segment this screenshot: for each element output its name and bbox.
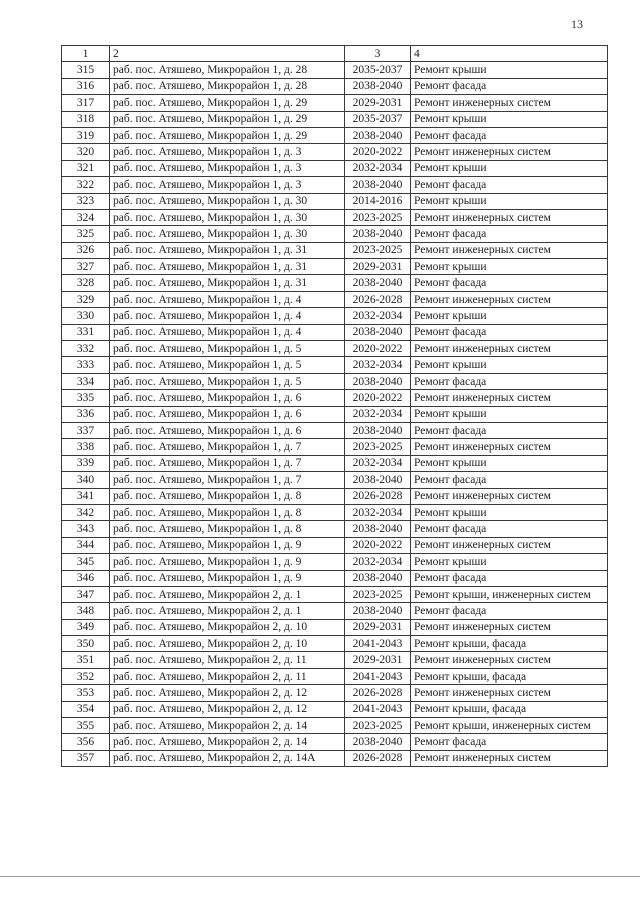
work-type-cell: Ремонт крыши bbox=[411, 259, 608, 275]
address-cell: раб. пос. Атяшево, Микрорайон 1, д. 31 bbox=[110, 275, 345, 291]
address-cell: раб. пос. Атяшево, Микрорайон 1, д. 4 bbox=[110, 308, 345, 324]
address-cell: раб. пос. Атяшево, Микрорайон 1, д. 31 bbox=[110, 242, 345, 258]
work-type-cell: Ремонт крыши bbox=[411, 62, 608, 78]
page-number: 13 bbox=[571, 17, 583, 31]
work-type-cell: Ремонт фасада bbox=[411, 603, 608, 619]
row-number: 341 bbox=[62, 488, 110, 504]
header-col-2: 2 bbox=[110, 46, 345, 62]
table-row bbox=[62, 242, 608, 258]
period-cell: 2026-2028 bbox=[345, 750, 411, 766]
period-cell: 2029-2031 bbox=[345, 652, 411, 668]
table-row bbox=[62, 472, 608, 488]
work-type-cell: Ремонт фасада bbox=[411, 78, 608, 94]
period-cell: 2020-2022 bbox=[345, 341, 411, 357]
address-cell: раб. пос. Атяшево, Микрорайон 1, д. 28 bbox=[110, 78, 345, 94]
work-type-cell: Ремонт инженерных систем bbox=[411, 488, 608, 504]
work-type-cell: Ремонт фасада bbox=[411, 324, 608, 340]
address-cell: раб. пос. Атяшево, Микрорайон 1, д. 28 bbox=[110, 62, 345, 78]
work-type-cell: Ремонт фасада bbox=[411, 734, 608, 750]
address-cell: раб. пос. Атяшево, Микрорайон 1, д. 3 bbox=[110, 144, 345, 160]
address-cell: раб. пос. Атяшево, Микрорайон 1, д. 7 bbox=[110, 439, 345, 455]
address-cell: раб. пос. Атяшево, Микрорайон 2, д. 11 bbox=[110, 652, 345, 668]
address-cell: раб. пос. Атяшево, Микрорайон 1, д. 8 bbox=[110, 521, 345, 537]
address-cell: раб. пос. Атяшево, Микрорайон 1, д. 3 bbox=[110, 160, 345, 176]
period-cell: 2038-2040 bbox=[345, 275, 411, 291]
period-cell: 2041-2043 bbox=[345, 701, 411, 717]
period-cell: 2023-2025 bbox=[345, 209, 411, 225]
row-number: 339 bbox=[62, 455, 110, 471]
row-number: 345 bbox=[62, 554, 110, 570]
table-row bbox=[62, 324, 608, 340]
table-header-row bbox=[62, 46, 608, 62]
period-cell: 2038-2040 bbox=[345, 226, 411, 242]
row-number: 349 bbox=[62, 619, 110, 635]
address-cell: раб. пос. Атяшево, Микрорайон 1, д. 8 bbox=[110, 488, 345, 504]
work-type-cell: Ремонт крыши bbox=[411, 406, 608, 422]
period-cell: 2032-2034 bbox=[345, 455, 411, 471]
row-number: 353 bbox=[62, 685, 110, 701]
address-cell: раб. пос. Атяшево, Микрорайон 1, д. 6 bbox=[110, 406, 345, 422]
repair-schedule-table bbox=[61, 45, 608, 767]
period-cell: 2026-2028 bbox=[345, 685, 411, 701]
row-number: 318 bbox=[62, 111, 110, 127]
row-number: 328 bbox=[62, 275, 110, 291]
row-number: 350 bbox=[62, 636, 110, 652]
table-row bbox=[62, 701, 608, 717]
work-type-cell: Ремонт фасада bbox=[411, 521, 608, 537]
table-row bbox=[62, 308, 608, 324]
table-body bbox=[62, 62, 608, 767]
table-row bbox=[62, 177, 608, 193]
table-row bbox=[62, 259, 608, 275]
table-row bbox=[62, 652, 608, 668]
address-cell: раб. пос. Атяшево, Микрорайон 1, д. 29 bbox=[110, 95, 345, 111]
table-row bbox=[62, 373, 608, 389]
table-row bbox=[62, 439, 608, 455]
address-cell: раб. пос. Атяшево, Микрорайон 1, д. 8 bbox=[110, 504, 345, 520]
work-type-cell: Ремонт инженерных систем bbox=[411, 750, 608, 766]
table-row bbox=[62, 160, 608, 176]
work-type-cell: Ремонт инженерных систем bbox=[411, 242, 608, 258]
table-row bbox=[62, 144, 608, 160]
work-type-cell: Ремонт крыши bbox=[411, 455, 608, 471]
work-type-cell: Ремонт крыши bbox=[411, 554, 608, 570]
period-cell: 2038-2040 bbox=[345, 373, 411, 389]
row-number: 332 bbox=[62, 341, 110, 357]
work-type-cell: Ремонт фасада bbox=[411, 570, 608, 586]
work-type-cell: Ремонт инженерных систем bbox=[411, 652, 608, 668]
work-type-cell: Ремонт фасада bbox=[411, 275, 608, 291]
row-number: 317 bbox=[62, 95, 110, 111]
period-cell: 2023-2025 bbox=[345, 439, 411, 455]
address-cell: раб. пос. Атяшево, Микрорайон 1, д. 30 bbox=[110, 226, 345, 242]
address-cell: раб. пос. Атяшево, Микрорайон 1, д. 30 bbox=[110, 193, 345, 209]
address-cell: раб. пос. Атяшево, Микрорайон 2, д. 14 bbox=[110, 718, 345, 734]
address-cell: раб. пос. Атяшево, Микрорайон 1, д. 30 bbox=[110, 209, 345, 225]
row-number: 319 bbox=[62, 127, 110, 143]
work-type-cell: Ремонт фасада bbox=[411, 127, 608, 143]
table-row bbox=[62, 521, 608, 537]
table-row bbox=[62, 570, 608, 586]
period-cell: 2032-2034 bbox=[345, 160, 411, 176]
address-cell: раб. пос. Атяшево, Микрорайон 2, д. 10 bbox=[110, 619, 345, 635]
table-row bbox=[62, 718, 608, 734]
row-number: 323 bbox=[62, 193, 110, 209]
row-number: 330 bbox=[62, 308, 110, 324]
table-row bbox=[62, 226, 608, 242]
table-row bbox=[62, 750, 608, 766]
address-cell: раб. пос. Атяшево, Микрорайон 1, д. 6 bbox=[110, 390, 345, 406]
table-row bbox=[62, 291, 608, 307]
row-number: 333 bbox=[62, 357, 110, 373]
address-cell: раб. пос. Атяшево, Микрорайон 1, д. 6 bbox=[110, 422, 345, 438]
row-number: 348 bbox=[62, 603, 110, 619]
row-number: 343 bbox=[62, 521, 110, 537]
period-cell: 2020-2022 bbox=[345, 537, 411, 553]
header-col-1: 1 bbox=[62, 46, 110, 62]
table-row bbox=[62, 127, 608, 143]
work-type-cell: Ремонт инженерных систем bbox=[411, 619, 608, 635]
row-number: 331 bbox=[62, 324, 110, 340]
work-type-cell: Ремонт инженерных систем bbox=[411, 537, 608, 553]
address-cell: раб. пос. Атяшево, Микрорайон 1, д. 29 bbox=[110, 111, 345, 127]
address-cell: раб. пос. Атяшево, Микрорайон 1, д. 5 bbox=[110, 373, 345, 389]
work-type-cell: Ремонт крыши bbox=[411, 357, 608, 373]
address-cell: раб. пос. Атяшево, Микрорайон 1, д. 9 bbox=[110, 554, 345, 570]
work-type-cell: Ремонт фасада bbox=[411, 226, 608, 242]
period-cell: 2032-2034 bbox=[345, 406, 411, 422]
row-number: 316 bbox=[62, 78, 110, 94]
table-row bbox=[62, 685, 608, 701]
address-cell: раб. пос. Атяшево, Микрорайон 2, д. 1 bbox=[110, 603, 345, 619]
row-number: 327 bbox=[62, 259, 110, 275]
row-number: 315 bbox=[62, 62, 110, 78]
period-cell: 2023-2025 bbox=[345, 586, 411, 602]
period-cell: 2026-2028 bbox=[345, 291, 411, 307]
period-cell: 2029-2031 bbox=[345, 95, 411, 111]
address-cell: раб. пос. Атяшево, Микрорайон 1, д. 3 bbox=[110, 177, 345, 193]
period-cell: 2023-2025 bbox=[345, 718, 411, 734]
work-type-cell: Ремонт крыши, фасада bbox=[411, 668, 608, 684]
table-row bbox=[62, 586, 608, 602]
row-number: 321 bbox=[62, 160, 110, 176]
row-number: 355 bbox=[62, 718, 110, 734]
work-type-cell: Ремонт инженерных систем bbox=[411, 341, 608, 357]
address-cell: раб. пос. Атяшево, Микрорайон 2, д. 12 bbox=[110, 685, 345, 701]
address-cell: раб. пос. Атяшево, Микрорайон 2, д. 11 bbox=[110, 668, 345, 684]
period-cell: 2038-2040 bbox=[345, 521, 411, 537]
address-cell: раб. пос. Атяшево, Микрорайон 1, д. 4 bbox=[110, 324, 345, 340]
row-number: 335 bbox=[62, 390, 110, 406]
address-cell: раб. пос. Атяшево, Микрорайон 2, д. 14 bbox=[110, 734, 345, 750]
period-cell: 2032-2034 bbox=[345, 308, 411, 324]
address-cell: раб. пос. Атяшево, Микрорайон 1, д. 4 bbox=[110, 291, 345, 307]
period-cell: 2032-2034 bbox=[345, 357, 411, 373]
period-cell: 2020-2022 bbox=[345, 144, 411, 160]
work-type-cell: Ремонт инженерных систем bbox=[411, 439, 608, 455]
table-row bbox=[62, 209, 608, 225]
table-row bbox=[62, 78, 608, 94]
period-cell: 2038-2040 bbox=[345, 422, 411, 438]
period-cell: 2023-2025 bbox=[345, 242, 411, 258]
table-row bbox=[62, 554, 608, 570]
address-cell: раб. пос. Атяшево, Микрорайон 2, д. 12 bbox=[110, 701, 345, 717]
work-type-cell: Ремонт фасада bbox=[411, 422, 608, 438]
table-row bbox=[62, 734, 608, 750]
work-type-cell: Ремонт крыши bbox=[411, 193, 608, 209]
period-cell: 2038-2040 bbox=[345, 603, 411, 619]
table-row bbox=[62, 537, 608, 553]
work-type-cell: Ремонт крыши bbox=[411, 504, 608, 520]
address-cell: раб. пос. Атяшево, Микрорайон 1, д. 9 bbox=[110, 537, 345, 553]
table-row bbox=[62, 62, 608, 78]
table-row bbox=[62, 390, 608, 406]
period-cell: 2038-2040 bbox=[345, 472, 411, 488]
table-row bbox=[62, 488, 608, 504]
work-type-cell: Ремонт крыши bbox=[411, 111, 608, 127]
table-row bbox=[62, 341, 608, 357]
row-number: 325 bbox=[62, 226, 110, 242]
row-number: 322 bbox=[62, 177, 110, 193]
address-cell: раб. пос. Атяшево, Микрорайон 1, д. 31 bbox=[110, 259, 345, 275]
row-number: 320 bbox=[62, 144, 110, 160]
table-row bbox=[62, 636, 608, 652]
work-type-cell: Ремонт крыши, инженерных систем bbox=[411, 718, 608, 734]
period-cell: 2032-2034 bbox=[345, 554, 411, 570]
period-cell: 2038-2040 bbox=[345, 78, 411, 94]
period-cell: 2041-2043 bbox=[345, 668, 411, 684]
address-cell: раб. пос. Атяшево, Микрорайон 2, д. 1 bbox=[110, 586, 345, 602]
row-number: 351 bbox=[62, 652, 110, 668]
address-cell: раб. пос. Атяшево, Микрорайон 1, д. 9 bbox=[110, 570, 345, 586]
page-bottom-rule bbox=[0, 876, 640, 877]
row-number: 337 bbox=[62, 422, 110, 438]
period-cell: 2029-2031 bbox=[345, 259, 411, 275]
table-row bbox=[62, 504, 608, 520]
table-row bbox=[62, 357, 608, 373]
row-number: 336 bbox=[62, 406, 110, 422]
period-cell: 2020-2022 bbox=[345, 390, 411, 406]
address-cell: раб. пос. Атяшево, Микрорайон 1, д. 7 bbox=[110, 472, 345, 488]
address-cell: раб. пос. Атяшево, Микрорайон 1, д. 5 bbox=[110, 357, 345, 373]
work-type-cell: Ремонт инженерных систем bbox=[411, 685, 608, 701]
period-cell: 2032-2034 bbox=[345, 504, 411, 520]
row-number: 356 bbox=[62, 734, 110, 750]
table-row bbox=[62, 275, 608, 291]
header-col-4: 4 bbox=[411, 46, 608, 62]
address-cell: раб. пос. Атяшево, Микрорайон 1, д. 5 bbox=[110, 341, 345, 357]
address-cell: раб. пос. Атяшево, Микрорайон 1, д. 7 bbox=[110, 455, 345, 471]
table-row bbox=[62, 111, 608, 127]
row-number: 346 bbox=[62, 570, 110, 586]
row-number: 324 bbox=[62, 209, 110, 225]
period-cell: 2029-2031 bbox=[345, 619, 411, 635]
row-number: 347 bbox=[62, 586, 110, 602]
table-row bbox=[62, 455, 608, 471]
period-cell: 2038-2040 bbox=[345, 324, 411, 340]
work-type-cell: Ремонт фасада bbox=[411, 373, 608, 389]
work-type-cell: Ремонт фасада bbox=[411, 177, 608, 193]
row-number: 352 bbox=[62, 668, 110, 684]
period-cell: 2026-2028 bbox=[345, 488, 411, 504]
period-cell: 2038-2040 bbox=[345, 177, 411, 193]
row-number: 354 bbox=[62, 701, 110, 717]
table-row bbox=[62, 406, 608, 422]
header-col-3: 3 bbox=[345, 46, 411, 62]
work-type-cell: Ремонт фасада bbox=[411, 472, 608, 488]
work-type-cell: Ремонт крыши, инженерных систем bbox=[411, 586, 608, 602]
work-type-cell: Ремонт крыши bbox=[411, 160, 608, 176]
period-cell: 2035-2037 bbox=[345, 111, 411, 127]
address-cell: раб. пос. Атяшево, Микрорайон 2, д. 10 bbox=[110, 636, 345, 652]
table-row bbox=[62, 95, 608, 111]
table-row bbox=[62, 193, 608, 209]
row-number: 340 bbox=[62, 472, 110, 488]
period-cell: 2035-2037 bbox=[345, 62, 411, 78]
row-number: 326 bbox=[62, 242, 110, 258]
work-type-cell: Ремонт инженерных систем bbox=[411, 291, 608, 307]
row-number: 342 bbox=[62, 504, 110, 520]
work-type-cell: Ремонт инженерных систем bbox=[411, 95, 608, 111]
row-number: 334 bbox=[62, 373, 110, 389]
table-row bbox=[62, 668, 608, 684]
table-row bbox=[62, 603, 608, 619]
row-number: 338 bbox=[62, 439, 110, 455]
period-cell: 2041-2043 bbox=[345, 636, 411, 652]
work-type-cell: Ремонт инженерных систем bbox=[411, 390, 608, 406]
work-type-cell: Ремонт крыши, фасада bbox=[411, 636, 608, 652]
period-cell: 2038-2040 bbox=[345, 570, 411, 586]
row-number: 357 bbox=[62, 750, 110, 766]
row-number: 344 bbox=[62, 537, 110, 553]
period-cell: 2038-2040 bbox=[345, 127, 411, 143]
period-cell: 2038-2040 bbox=[345, 734, 411, 750]
address-cell: раб. пос. Атяшево, Микрорайон 2, д. 14А bbox=[110, 750, 345, 766]
work-type-cell: Ремонт инженерных систем bbox=[411, 144, 608, 160]
table-row bbox=[62, 619, 608, 635]
address-cell: раб. пос. Атяшево, Микрорайон 1, д. 29 bbox=[110, 127, 345, 143]
row-number: 329 bbox=[62, 291, 110, 307]
work-type-cell: Ремонт инженерных систем bbox=[411, 209, 608, 225]
work-type-cell: Ремонт крыши bbox=[411, 308, 608, 324]
period-cell: 2014-2016 bbox=[345, 193, 411, 209]
table-row bbox=[62, 422, 608, 438]
work-type-cell: Ремонт крыши, фасада bbox=[411, 701, 608, 717]
